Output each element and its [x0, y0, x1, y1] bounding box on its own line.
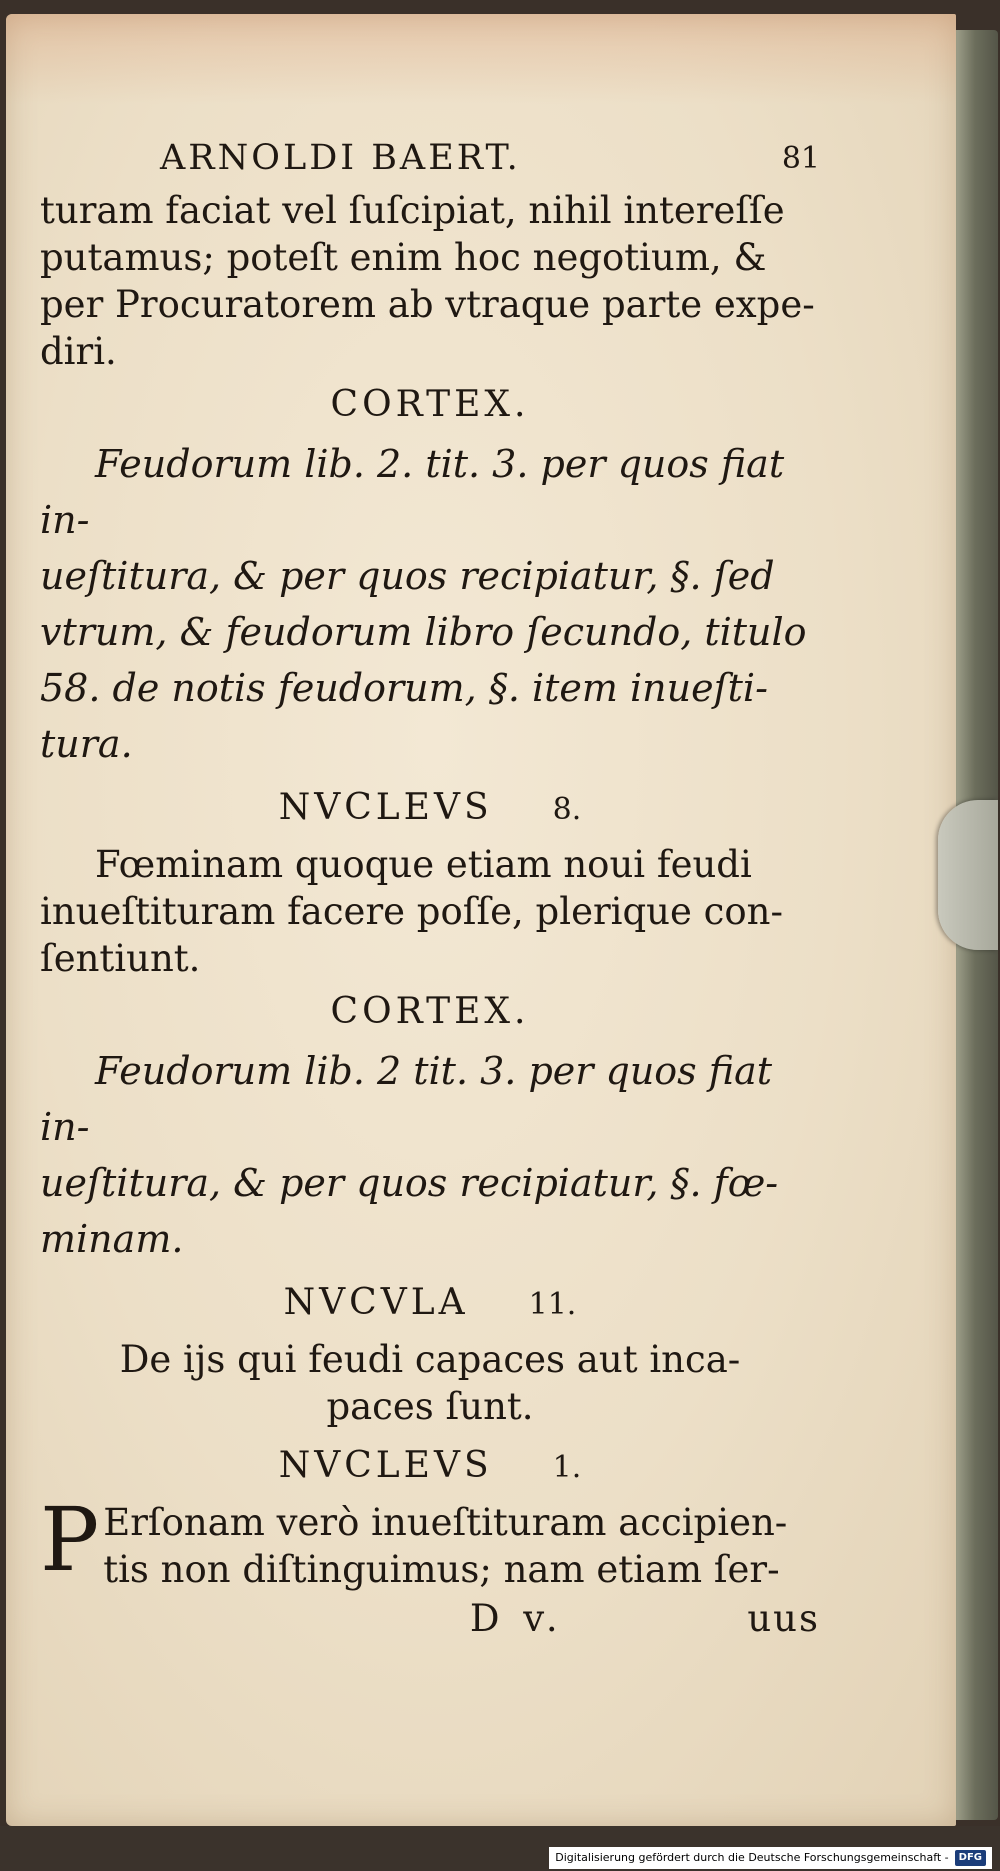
text-line: minam. — [40, 1217, 184, 1261]
text-line: De ijs qui feudi capaces aut inca- — [119, 1338, 741, 1381]
section-heading-cortex — [40, 381, 820, 428]
text-line: tura. — [40, 722, 133, 766]
section-heading-nucula — [40, 1279, 820, 1328]
text-line: inueſtituram facere poſſe, plerique con- — [40, 890, 783, 933]
heading-label: CORTEX. — [330, 991, 530, 1032]
text-line: ſentiunt. — [40, 937, 201, 980]
section-heading-nucleus — [40, 1442, 820, 1491]
page-clip — [938, 800, 998, 950]
text-line: Erſonam verò inueſtituram accipien- — [103, 1501, 788, 1544]
text-line: per Procuratorem ab vtraque parte expe- — [40, 283, 815, 326]
section-number: 11. — [528, 1287, 577, 1322]
catchline — [40, 1595, 820, 1642]
nucleus-paragraph — [40, 841, 820, 982]
credit-text: Digitalisierung gefördert durch die Deutsche Forschungsgemeinschaft - — [555, 1851, 949, 1864]
dfg-logo-icon: DFG — [955, 1850, 986, 1866]
folio-number: 81 — [781, 141, 820, 176]
heading-label: NVCLEVS — [278, 787, 493, 828]
page-text — [40, 135, 820, 1642]
signature-mark: D v. — [469, 1597, 564, 1640]
text-line: paces ſunt. — [326, 1385, 534, 1428]
text-line: Feudorum lib. 2 tit. 3. per quos fiat in- — [40, 1049, 773, 1149]
text-line: 58. de notis feudorum, §. item inueſti- — [40, 666, 768, 710]
text-line: ueſtitura, & per quos recipiatur, §. ſed — [40, 554, 775, 598]
text-line: ueſtitura, & per quos recipiatur, §. fœ- — [40, 1161, 779, 1205]
text-line: tis non diſtinguimus; nam etiam ſer- — [103, 1548, 780, 1591]
opening-paragraph — [40, 187, 820, 375]
chapter-title — [40, 1336, 820, 1430]
digitization-credit — [549, 1847, 992, 1869]
citation-paragraph — [40, 1043, 820, 1267]
section-number: 1. — [552, 1450, 582, 1485]
page-header — [40, 135, 820, 187]
text-line: turam faciat vel ſuſcipiat, nihil intereſſe — [40, 189, 785, 232]
text-line: vtrum, & feudorum libro ſecundo, titulo — [40, 610, 807, 654]
nucleus-paragraph — [40, 1488, 820, 1593]
running-title: ARNOLDI BAERT. — [160, 138, 521, 178]
section-number: 8. — [552, 792, 582, 827]
scan-bottom-bar — [0, 1826, 1000, 1871]
heading-label: NVCLEVS — [278, 1445, 493, 1486]
text-line: putamus; poteſt enim hoc negotium, & — [40, 236, 767, 279]
section-heading-cortex — [40, 988, 820, 1035]
heading-label: CORTEX. — [330, 384, 530, 425]
text-line: diri. — [40, 330, 117, 373]
catchword: uus — [747, 1597, 820, 1640]
heading-label: NVCVLA — [283, 1282, 469, 1323]
text-line: Fœminam quoque etiam noui feudi — [95, 843, 752, 886]
text-line: Feudorum lib. 2. tit. 3. per quos fiat in- — [40, 442, 785, 542]
drop-cap: P — [40, 1488, 100, 1591]
section-heading-nucleus — [40, 784, 820, 833]
citation-paragraph — [40, 436, 820, 772]
